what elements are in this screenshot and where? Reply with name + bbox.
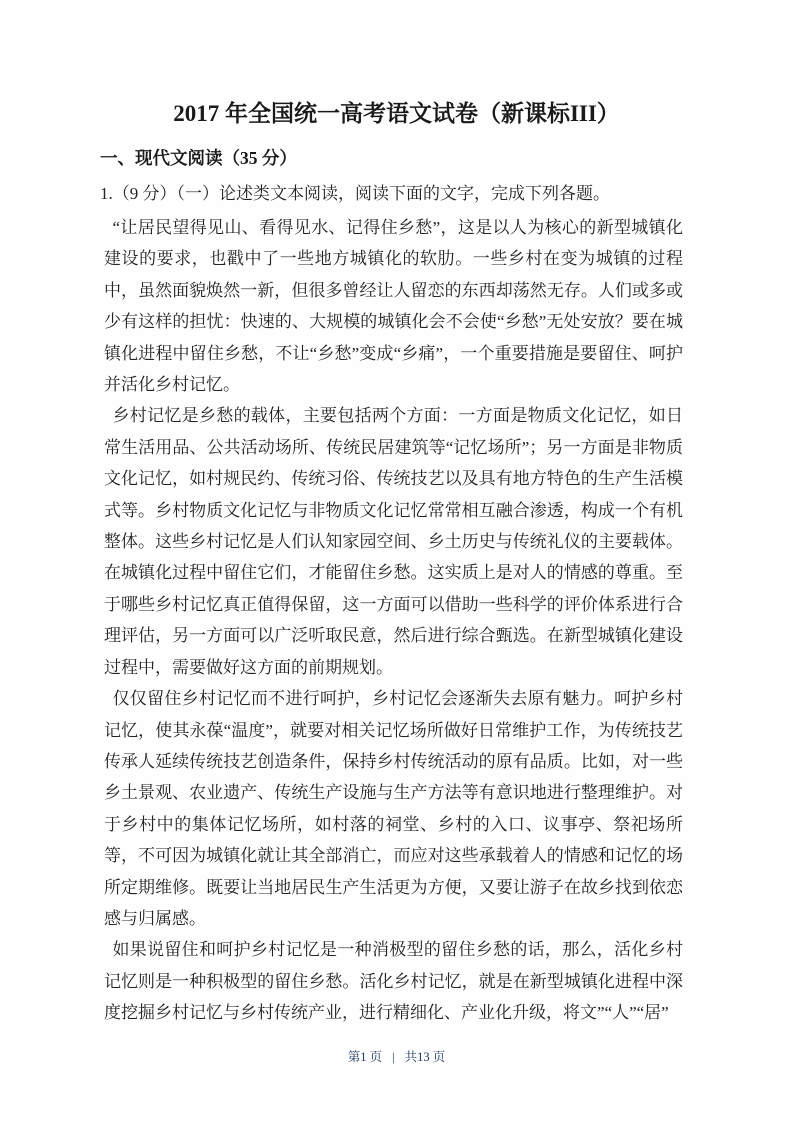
question-lead: 1.（9 分）（一）论述类文本阅读，阅读下面的文字，完成下列各题。 (100, 184, 610, 203)
page-total-label: 共13 页 (404, 1050, 446, 1064)
passage-paragraph: “让居民望得见山、看得见水、记得住乡愁”，这是以人为核心的新型城镇化建设的要求，也戳中了一些地方城镇化的软肋。一些乡村在变为城镇的过程中，虽然面貌焕然一新，但很多曾经让人留恋的东西却荡然无存。人们或多或少有这样的担忧：快速的、大规模的城镇化会不会使“乡愁”无处安放？要在城镇化进程中留住乡愁，不让“乡愁”变成“乡痛”，一个重要措施是要留住、呵护并活化乡村记忆。 (104, 218, 683, 395)
section-heading: 一、现代文阅读（35 分） (100, 148, 297, 168)
reading-passage (104, 212, 683, 1029)
passage-paragraph: 仅仅留住乡村记忆而不进行呵护，乡村记忆会逐渐失去原有魅力。呵护乡村记忆，使其永葆“温度”，就要对相关记忆场所做好日常维护工作，为传统技艺传承人延续传统技艺创造条件，保持乡村传统活动的原有品质。比如，对一些乡土景观、农业遗产、传统生产设施与生产方法等有意识地进行整理维护。对于乡村中的集体记忆场所，如村落的祠堂、乡村的入口、议事亭、祭祀场所等，不可因为城镇化就让其全部消亡，而应对这些承载着人的情感和记忆的场所定期维修。既要让当地居民生产生活更为方便，又要让游子在故乡找到依恋感与归属感。 (104, 689, 683, 928)
footer-separator: | (392, 1050, 395, 1064)
page-title: 2017 年全国统一高考语文试卷（新课标III） (173, 101, 620, 126)
passage-paragraph: 如果说留住和呵护乡村记忆是一种消极型的留住乡愁的话，那么，活化乡村记忆则是一种积极型的留住乡愁。活化乡村记忆，就是在新型城镇化进程中深度挖掘乡村记忆与乡村传统产业，进行精细化、产业化升级，将文”“人”“居” (104, 940, 683, 1023)
page-footer (0, 1049, 793, 1066)
passage-paragraph: 乡村记忆是乡愁的载体，主要包括两个方面：一方面是物质文化记忆，如日常生活用品、公共活动场所、传统民居建筑等“记忆场所”；另一方面是非物质文化记忆，如村规民约、传统习俗、传统技艺以及具有地方特色的生产生活模式等。乡村物质文化记忆与非物质文化记忆常常相互融合渗透，构成一个有机整体。这些乡村记忆是人们认知家园空间、乡土历史与传统礼仪的主要载体。在城镇化过程中留住它们，才能留住乡愁。这实质上是对人的情感的尊重。至于哪些乡村记忆真正值得保留，这一方面可以借助一些科学的评价体系进行合理评估，另一方面可以广泛听取民意，然后进行综合甄选。在新型城镇化建设过程中，需要做好这方面的前期规划。 (104, 406, 683, 677)
page-number-label: 第1 页 (347, 1050, 383, 1064)
